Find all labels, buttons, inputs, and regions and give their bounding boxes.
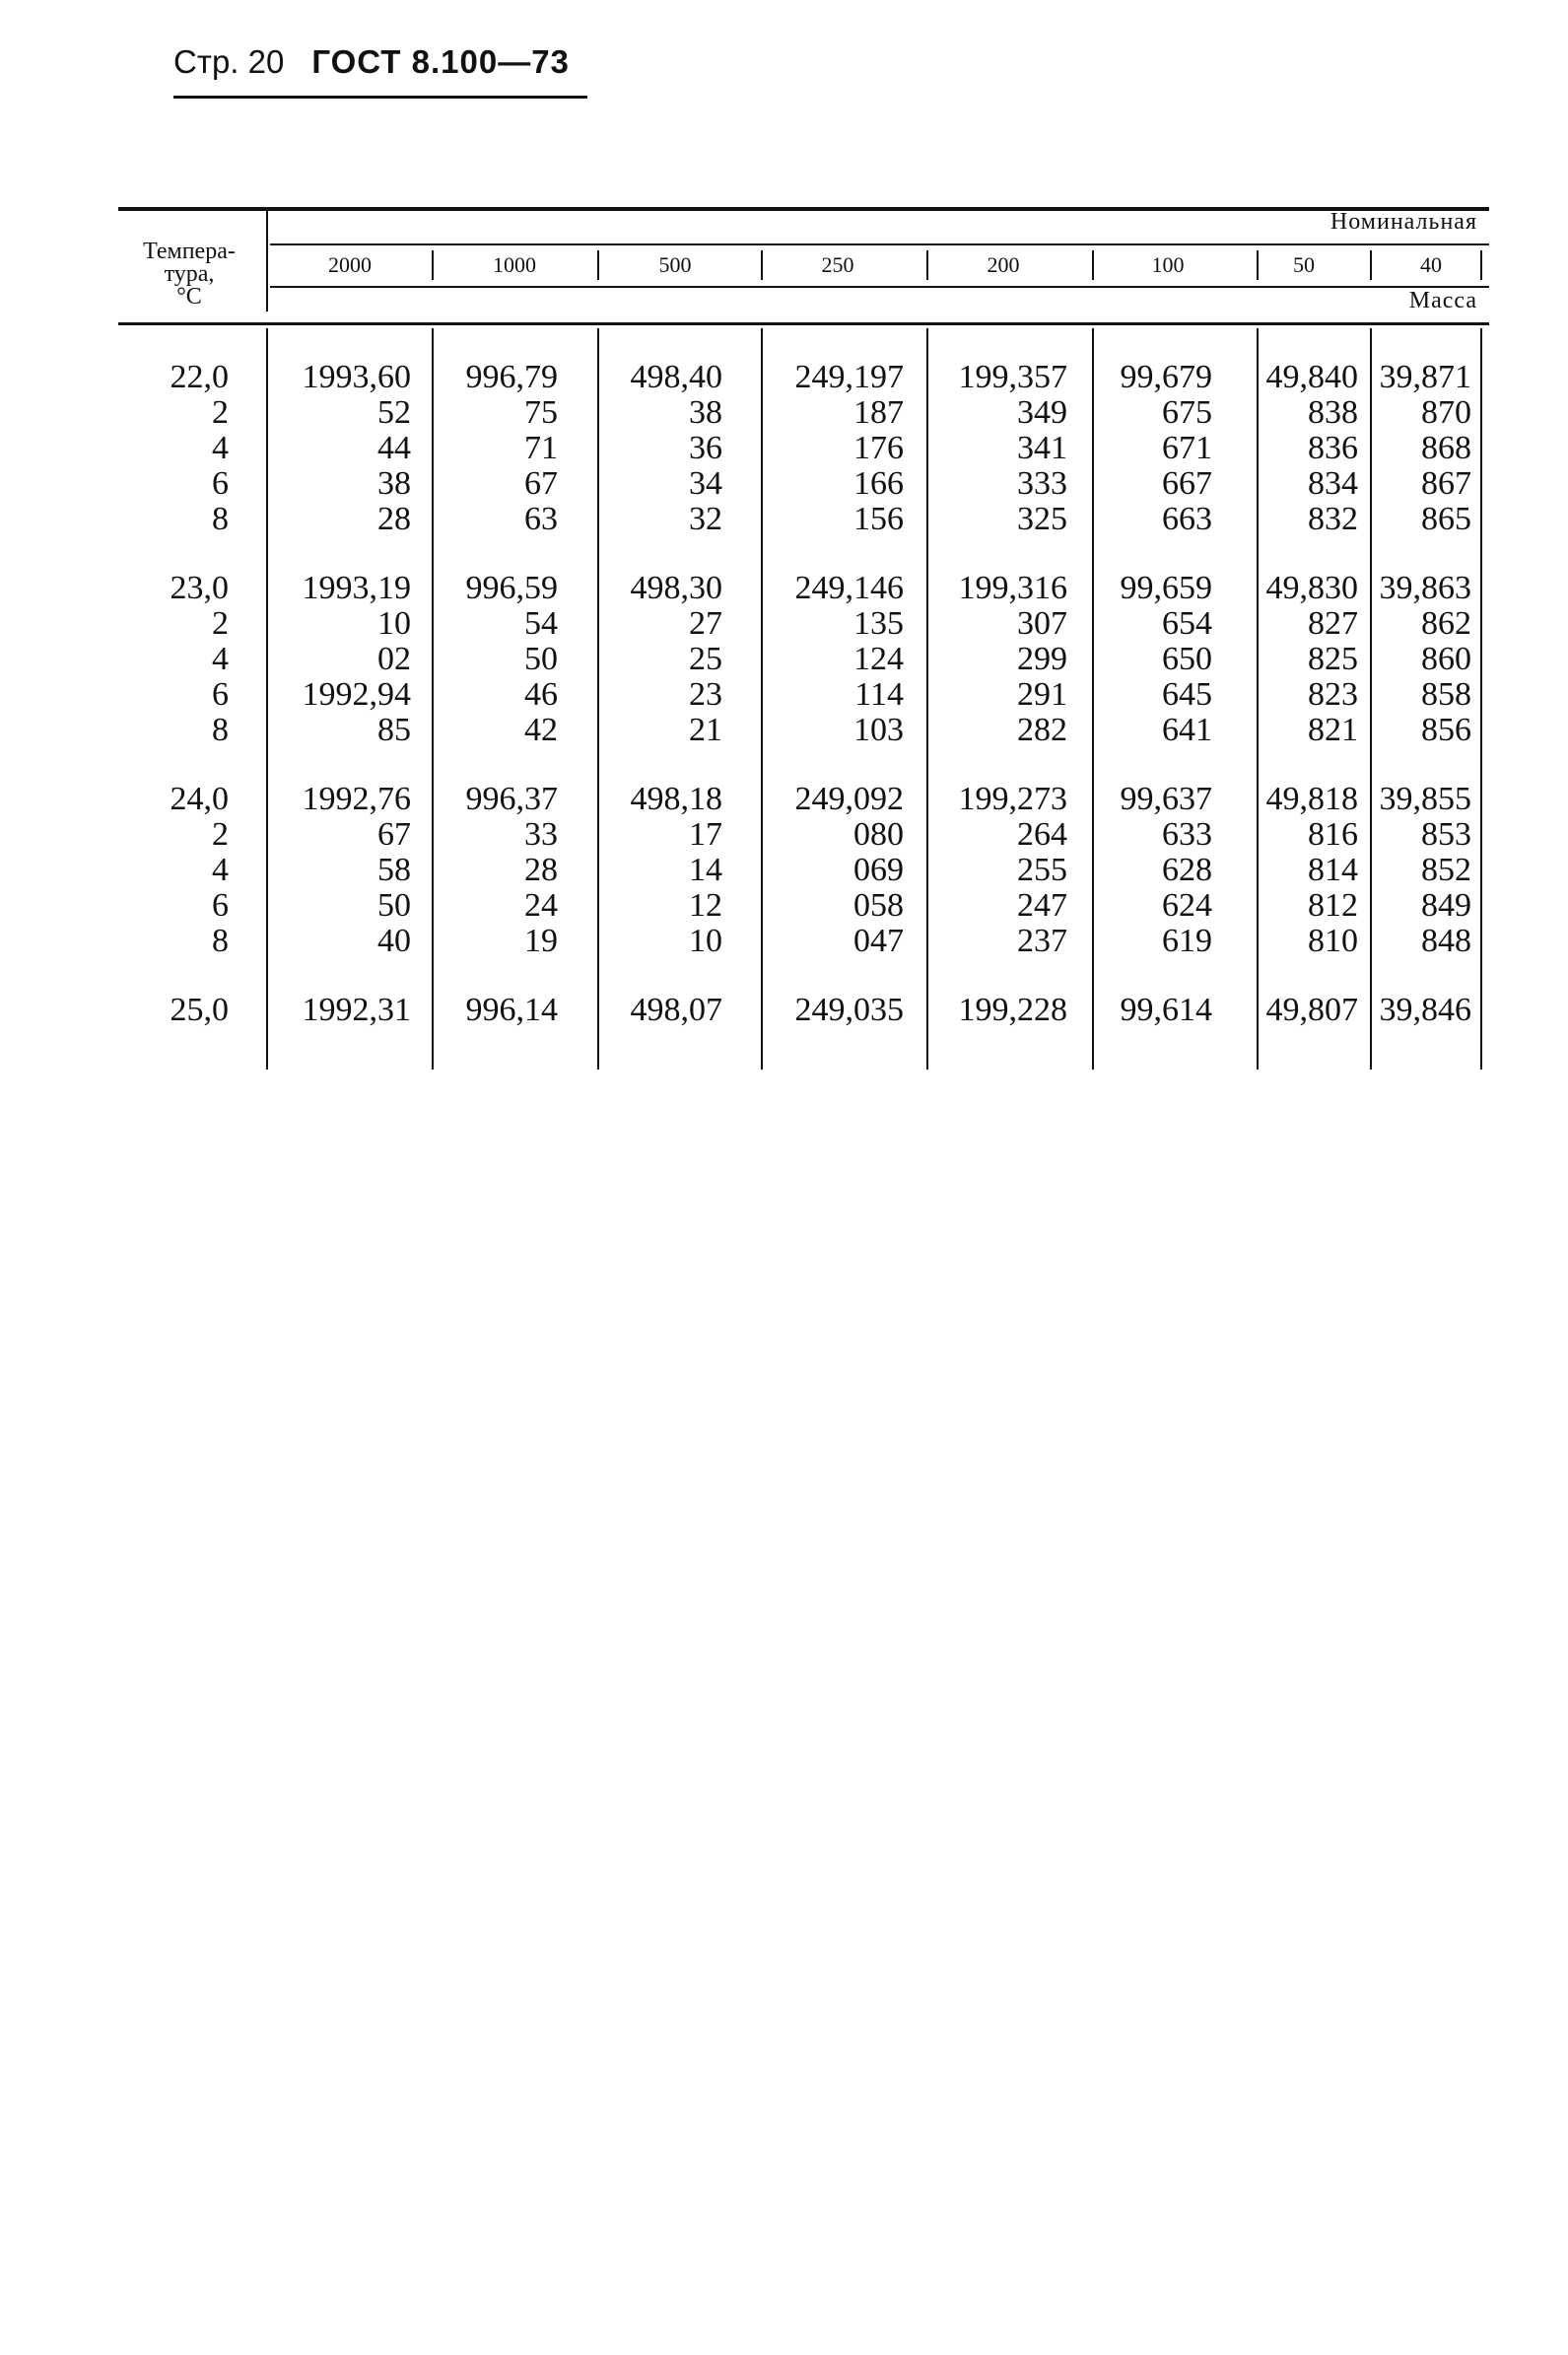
table-cell: 675 bbox=[1162, 394, 1212, 431]
table-cell: 38 bbox=[377, 465, 411, 502]
table-cell: 628 bbox=[1162, 852, 1212, 888]
table-cell: 28 bbox=[524, 852, 558, 888]
table-cell: 996,59 bbox=[465, 570, 558, 606]
table-cell: 856 bbox=[1421, 712, 1471, 748]
table-cell: 498,30 bbox=[630, 570, 722, 606]
column-separator bbox=[432, 250, 434, 280]
table-cell: 249,035 bbox=[794, 992, 904, 1028]
table-cell: 333 bbox=[1017, 465, 1067, 502]
table-cell: 49,807 bbox=[1265, 992, 1358, 1028]
table-cell: 624 bbox=[1162, 887, 1212, 924]
table-cell: 282 bbox=[1017, 712, 1067, 748]
column-separator bbox=[1257, 250, 1259, 280]
table-cell: 67 bbox=[524, 465, 558, 502]
table-cell: 75 bbox=[524, 394, 558, 431]
table-cell: 058 bbox=[853, 887, 904, 924]
table-cell: 825 bbox=[1308, 641, 1358, 677]
table-cell: 247 bbox=[1017, 887, 1067, 924]
table-cell: 848 bbox=[1421, 923, 1471, 959]
table-cell: 50 bbox=[524, 641, 558, 677]
table-cell: 996,79 bbox=[465, 359, 558, 395]
table-cell: 853 bbox=[1421, 816, 1471, 853]
table-cell: 58 bbox=[377, 852, 411, 888]
table-cell: 827 bbox=[1308, 605, 1358, 642]
table-cell: 199,357 bbox=[958, 359, 1067, 395]
table-cell: 99,637 bbox=[1120, 781, 1212, 817]
table-cell: 23 bbox=[689, 676, 722, 713]
table-cell: 24 bbox=[524, 887, 558, 924]
table-cell: 816 bbox=[1308, 816, 1358, 853]
table-cell: 255 bbox=[1017, 852, 1067, 888]
table-cell: 49,830 bbox=[1265, 570, 1358, 606]
temperature-cell: 4 bbox=[212, 430, 229, 466]
column-header: 50 bbox=[1293, 252, 1315, 277]
column-separator bbox=[761, 250, 763, 280]
table-cell: 667 bbox=[1162, 465, 1212, 502]
table-cell: 50 bbox=[377, 887, 411, 924]
table-cell: 299 bbox=[1017, 641, 1067, 677]
table-cell: 17 bbox=[689, 816, 722, 853]
column-separator bbox=[926, 250, 928, 280]
mass-rule bbox=[270, 286, 1489, 288]
running-header bbox=[173, 43, 570, 81]
table-cell: 10 bbox=[377, 605, 411, 642]
column-header: 500 bbox=[658, 252, 692, 277]
header-rule bbox=[173, 96, 587, 99]
table-header-bottom-rule bbox=[118, 322, 1489, 325]
table-cell: 166 bbox=[853, 465, 904, 502]
table-cell: 663 bbox=[1162, 501, 1212, 537]
table-cell: 047 bbox=[853, 923, 904, 959]
table-cell: 996,14 bbox=[465, 992, 558, 1028]
table-cell: 99,659 bbox=[1120, 570, 1212, 606]
table-cell: 103 bbox=[853, 712, 904, 748]
table-cell: 67 bbox=[377, 816, 411, 853]
column-separator bbox=[1092, 250, 1094, 280]
table-cell: 836 bbox=[1308, 430, 1358, 466]
table-cell: 069 bbox=[853, 852, 904, 888]
table-cell: 812 bbox=[1308, 887, 1358, 924]
table-cell: 264 bbox=[1017, 816, 1067, 853]
column-header: 40 bbox=[1420, 252, 1442, 277]
table-cell: 237 bbox=[1017, 923, 1067, 959]
table-cell: 27 bbox=[689, 605, 722, 642]
column-header: 2000 bbox=[328, 252, 372, 277]
table-cell: 633 bbox=[1162, 816, 1212, 853]
column-rule bbox=[1480, 328, 1482, 1070]
table-cell: 36 bbox=[689, 430, 722, 466]
table-cell: 39,846 bbox=[1379, 992, 1471, 1028]
column-separator bbox=[266, 211, 268, 312]
table-cell: 25 bbox=[689, 641, 722, 677]
table-cell: 33 bbox=[524, 816, 558, 853]
temperature-header-line: тура, bbox=[164, 261, 215, 287]
table-cell: 14 bbox=[689, 852, 722, 888]
table-cell: 02 bbox=[377, 641, 411, 677]
table-cell: 641 bbox=[1162, 712, 1212, 748]
column-header: 250 bbox=[821, 252, 854, 277]
table-cell: 650 bbox=[1162, 641, 1212, 677]
table-cell: 1992,76 bbox=[302, 781, 411, 817]
column-header: 1000 bbox=[493, 252, 536, 277]
table-cell: 080 bbox=[853, 816, 904, 853]
page-number: Стр. 20 bbox=[173, 43, 285, 80]
table-cell: 10 bbox=[689, 923, 722, 959]
table-cell: 38 bbox=[689, 394, 722, 431]
table-cell: 1992,31 bbox=[302, 992, 411, 1028]
table-cell: 71 bbox=[524, 430, 558, 466]
column-separator bbox=[597, 250, 599, 280]
temperature-cell: 4 bbox=[212, 852, 229, 888]
table-cell: 325 bbox=[1017, 501, 1067, 537]
table-cell: 28 bbox=[377, 501, 411, 537]
table-cell: 249,197 bbox=[794, 359, 904, 395]
table-cell: 249,146 bbox=[794, 570, 904, 606]
table-cell: 1992,94 bbox=[302, 676, 411, 713]
table-cell: 199,228 bbox=[958, 992, 1067, 1028]
table-cell: 498,40 bbox=[630, 359, 722, 395]
table-cell: 834 bbox=[1308, 465, 1358, 502]
temperature-cell: 6 bbox=[212, 676, 229, 713]
table-cell: 99,614 bbox=[1120, 992, 1212, 1028]
document-code: ГОСТ 8.100—73 bbox=[311, 43, 570, 80]
temperature-header bbox=[120, 241, 258, 309]
temperature-cell: 8 bbox=[212, 501, 229, 537]
table-cell: 40 bbox=[377, 923, 411, 959]
temperature-cell: 2 bbox=[212, 816, 229, 853]
temperature-cell: 6 bbox=[212, 887, 229, 924]
table-cell: 32 bbox=[689, 501, 722, 537]
temperature-cell: 25,0 bbox=[170, 992, 229, 1028]
table-cell: 619 bbox=[1162, 923, 1212, 959]
table-cell: 176 bbox=[853, 430, 904, 466]
table-cell: 54 bbox=[524, 605, 558, 642]
table-cell: 39,855 bbox=[1379, 781, 1471, 817]
table-cell: 645 bbox=[1162, 676, 1212, 713]
temperature-cell: 23,0 bbox=[170, 570, 229, 606]
table-cell: 868 bbox=[1421, 430, 1471, 466]
table-cell: 865 bbox=[1421, 501, 1471, 537]
temperature-cell: 24,0 bbox=[170, 781, 229, 817]
table-cell: 821 bbox=[1308, 712, 1358, 748]
column-separator bbox=[1480, 250, 1482, 280]
table-cell: 1993,60 bbox=[302, 359, 411, 395]
table-cell: 187 bbox=[853, 394, 904, 431]
table-cell: 849 bbox=[1421, 887, 1471, 924]
mass-header: Масса bbox=[1408, 288, 1477, 313]
table-cell: 249,092 bbox=[794, 781, 904, 817]
table-cell: 654 bbox=[1162, 605, 1212, 642]
temperature-cell: 2 bbox=[212, 394, 229, 431]
table-cell: 341 bbox=[1017, 430, 1067, 466]
table-cell: 858 bbox=[1421, 676, 1471, 713]
table-cell: 49,818 bbox=[1265, 781, 1358, 817]
table-cell: 671 bbox=[1162, 430, 1212, 466]
table-cell: 124 bbox=[853, 641, 904, 677]
temperature-cell: 8 bbox=[212, 712, 229, 748]
table-cell: 860 bbox=[1421, 641, 1471, 677]
table-cell: 498,07 bbox=[630, 992, 722, 1028]
table-cell: 832 bbox=[1308, 501, 1358, 537]
table-cell: 810 bbox=[1308, 923, 1358, 959]
table-cell: 42 bbox=[524, 712, 558, 748]
table-cell: 199,273 bbox=[958, 781, 1067, 817]
table-cell: 49,840 bbox=[1265, 359, 1358, 395]
table-top-rule bbox=[118, 207, 1489, 211]
table-cell: 814 bbox=[1308, 852, 1358, 888]
table-cell: 996,37 bbox=[465, 781, 558, 817]
table-cell: 39,863 bbox=[1379, 570, 1471, 606]
table-cell: 21 bbox=[689, 712, 722, 748]
table-cell: 498,18 bbox=[630, 781, 722, 817]
table-cell: 34 bbox=[689, 465, 722, 502]
column-header: 100 bbox=[1151, 252, 1185, 277]
table-cell: 838 bbox=[1308, 394, 1358, 431]
table-cell: 135 bbox=[853, 605, 904, 642]
table-cell: 46 bbox=[524, 676, 558, 713]
table-cell: 1993,19 bbox=[302, 570, 411, 606]
table-cell: 85 bbox=[377, 712, 411, 748]
table-cell: 114 bbox=[854, 676, 904, 713]
table-cell: 349 bbox=[1017, 394, 1067, 431]
table-cell: 199,316 bbox=[958, 570, 1067, 606]
temperature-cell: 2 bbox=[212, 605, 229, 642]
table-cell: 867 bbox=[1421, 465, 1471, 502]
table-cell: 63 bbox=[524, 501, 558, 537]
temperature-cell: 8 bbox=[212, 923, 229, 959]
table-cell: 44 bbox=[377, 430, 411, 466]
column-header: 200 bbox=[987, 252, 1020, 277]
temperature-header-line: °С bbox=[176, 284, 202, 310]
temperature-cell: 4 bbox=[212, 641, 229, 677]
temperature-cell: 6 bbox=[212, 465, 229, 502]
column-separator bbox=[1370, 250, 1372, 280]
table-cell: 870 bbox=[1421, 394, 1471, 431]
table-cell: 291 bbox=[1017, 676, 1067, 713]
table-cell: 19 bbox=[524, 923, 558, 959]
table-cell: 852 bbox=[1421, 852, 1471, 888]
nominal-header: Номинальная bbox=[1329, 209, 1477, 235]
table-cell: 12 bbox=[689, 887, 722, 924]
nominal-rule bbox=[270, 243, 1489, 245]
table-cell: 156 bbox=[853, 501, 904, 537]
table-cell: 99,679 bbox=[1120, 359, 1212, 395]
table-cell: 39,871 bbox=[1379, 359, 1471, 395]
table-cell: 862 bbox=[1421, 605, 1471, 642]
temperature-header-line: Темпера- bbox=[143, 239, 236, 264]
table-cell: 52 bbox=[377, 394, 411, 431]
table-cell: 823 bbox=[1308, 676, 1358, 713]
table-cell: 307 bbox=[1017, 605, 1067, 642]
temperature-cell: 22,0 bbox=[170, 359, 229, 395]
